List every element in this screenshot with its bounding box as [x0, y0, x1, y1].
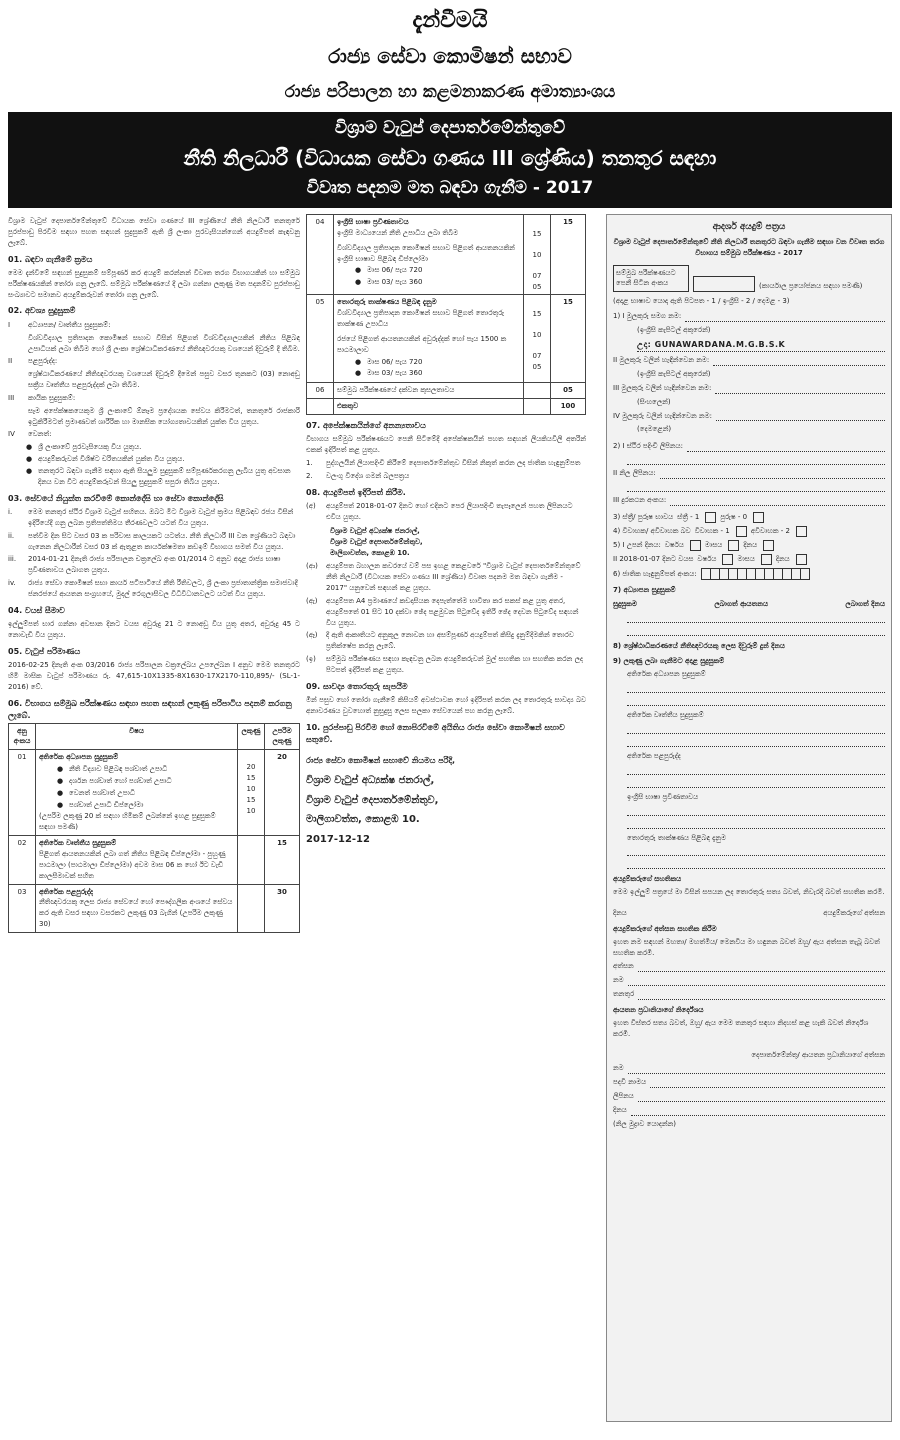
application-form	[606, 214, 892, 1422]
section-09-heading: 09. සාවද්‍ය තොරතුරු සැපයීම	[306, 681, 408, 691]
add-exp-label: අතිරේක පළපුරුද්ද	[627, 751, 681, 760]
table-note: (උපරිම ලකුණු 20 ක් සඳහා හිමිකම් ලබන්නේ ඉහළ සුදුසුකම් සඳහා පමණි)	[39, 812, 216, 832]
qual-line[interactable]	[627, 807, 885, 816]
name-iii-field[interactable]	[715, 385, 885, 394]
name-iv-field[interactable]	[716, 412, 885, 421]
qualification-iii: III කායික සුදුසුකම්:	[8, 393, 76, 402]
condition-ii: ii. පත්වීම දින සිට වසර 03 ක පරිවාස කාලයකට යටත්ය. නීති නිලධාරී III වන ශ්‍රේණියට බඳවා ගැනෙන නිලධාරීන් වසර 03 ක් ඇතුළත කාර්යක්ෂමතා කඩඉම් විභාගය සමත් විය යුතුය.	[8, 531, 296, 551]
caps-note-2: (ඉංග්‍රීසි කැපිටල් අකුරෙන්)	[637, 370, 711, 379]
list-item: ● මාස 06/ පැය 720	[337, 357, 520, 368]
cert-designation-field[interactable]	[638, 991, 885, 1000]
table-row: 04 ඉංග්‍රීසි භාෂා ප්‍රවීණතාවය ඉංග්‍රීසි මාධ්‍යයෙන් නීති උපාධිය ලබා තිබීම විශ්වවිද්‍යාල ප්‍රතිපාදන කොමිෂන් සභාව පිළිගත් ආයතනයකින් ඉංග්‍රීසි භාෂාව පිළිබඳ ඩිප්ලෝමා ● මාස 06/ පැය 720 ● මාස 03/ පැය 360 15 10 07 05 15	[307, 215, 586, 295]
married-checkbox[interactable]	[736, 526, 747, 537]
admission-date-heading: 8) ශ්‍රේෂ්ඨාධිකරණයේ නීතිඥවරයකු ලෙස දිවුරුම් දුන් දිනය	[613, 641, 785, 650]
sinhala-note: (සිංහලෙන්)	[637, 397, 671, 406]
cert-signature-field[interactable]	[638, 963, 885, 972]
marital-row: 4) විවාහක/ අවිවාහක බව විවාහක - 1 අවිවාහක - 2	[613, 526, 885, 537]
header-commission: රාජ්‍ය සේවා කොමිෂන් සභාව	[328, 44, 572, 68]
example-name-row	[613, 339, 885, 352]
qual-line[interactable]	[627, 820, 885, 829]
section-04-heading: 04. වයස් සීමාව	[8, 605, 65, 615]
section-07-heading: 07. අපේක්ෂකයින්ගේ අනන්‍යතාවය	[306, 420, 426, 430]
head-address-row: ලිපිනය	[613, 1091, 885, 1102]
banner-recruitment: විවෘත පදනම මත බඳවා ගැනීම - 2017	[306, 178, 594, 198]
address-row: 2) I ස්ථිර පදිංචි ලිපිනය:	[613, 441, 885, 452]
qualification-i-text: විශ්වවිද්‍යාල ප්‍රතිපාදන කොමිෂන් සභාව විසින් පිළිගත් විශ්වවිද්‍යාලයකින් නීතිය පිළිබඳ උපාධියක් ලබා තිබීම හෝ ශ්‍රී ලංකා ශ්‍රේෂ්ඨාධිකරණයේ නීතිඥවරයකු වශයෙන් දිවුරුම් දී තිබීම.	[28, 333, 300, 353]
gender-row: 3) ස්ත්‍රී/ පුරුෂ භාවය ස්ත්‍රී - 1 පුරුෂ - 0	[613, 512, 885, 523]
table-row: 01 අතිරේක අධ්‍යාපන සුදුසුකම් ● නීති විද්‍යාව පිළිබඳ පශ්චාත් උපාධි ● දර්ශන පශ්චාත් හෝ පශ්චාත් උපාධි ● වෙනත් පශ්චාත් උපාධි ● පශ්චාත් උපාධි ඩිප්ලෝමා (උපරිම ලකුණු 20 ක් සඳහා හිමිකම් ලබන්නේ ඉහළ සුදුසුකම් සඳහා පමණි) 20 15 10 15 10 20	[9, 750, 300, 836]
female-checkbox[interactable]	[705, 512, 716, 523]
education-line[interactable]	[627, 614, 885, 623]
dob-row: 5) I උපන් දිනය: වර්ෂය මාසය දිනය	[613, 540, 885, 551]
seal-note: (නිල මුද්‍රාව යොදන්න)	[613, 1119, 676, 1128]
male-checkbox[interactable]	[753, 512, 764, 523]
header-notice: දැන්වීමයි	[412, 8, 488, 33]
section-01-text: මෙම දැන්වීමේ සඳහන් සුදුසුකම් සම්පූර්ණ කර අයදුම් කරන්නන් විවෘත තරග විභාගයකින් හා සම්මුඛ පරීක්ෂණයකින් තෝරා ගනු ලැබේ. සම්මුඛ පරීක්ෂණයේ දී ලබා ගන්නා ලකුණු මත පදනම්ව පුරප්පාඩු සංඛ්‍යාවට සමානව අයදුම්කරුවන් තෝරා ගනු ලැබේ.	[8, 268, 300, 299]
add-prof-label: අතිරේක වෘත්තීය සුදුසුකම්	[627, 711, 704, 720]
nic-number-box[interactable]	[701, 568, 810, 580]
notice-date: 2017-12-12	[306, 833, 370, 845]
add-edu-label: අතිරේක අධ්‍යාපන සුදුසුකම්	[627, 670, 706, 679]
table-total-row: එකතුව 100	[307, 399, 586, 415]
language-note: (අදාළ භාෂාව යොදා ඇති පිටපත - 1 / ඉංග්‍රීසි - 2 / දෙමළ - 3)	[613, 297, 790, 306]
cert-name-field[interactable]	[628, 977, 885, 986]
head-signature-label: දෙපාර්තමේන්තු/ ආයතන ප්‍රධානියාගේ අත්සන	[751, 1050, 885, 1059]
official-address-field[interactable]	[660, 470, 885, 479]
list-item: ● මාස 03/ පැය 360	[337, 368, 520, 379]
signatory-department: විශ්‍රාම වැටුප් දෙපාර්තමේන්තුව,	[306, 794, 439, 806]
age-row: II 2018-01-07 දිනට වයස වර්ෂය මාසය දිනය	[613, 554, 885, 565]
office-box-row	[613, 265, 885, 293]
phone-field[interactable]	[670, 497, 885, 506]
name-ii-row: II මුලකුරු වලින් හැඳින්වෙන නම:	[613, 355, 885, 366]
list-item: ● වෙනත් පශ්චාත් උපාධි	[39, 788, 234, 799]
condition-iv: iv. රාජ්‍ය සේවා කොමිෂන් සභා කාර්ය පටිපාටියේ නීති රීතිවලට, ශ්‍රී ලංකා ප්‍රජාතාන්ත්‍රික සමාජවාදී ජනරජයේ ආයතන සංග්‍රහයේ, මුදල් රෙගුලාසිවල විධිවිධානවලට යටත් විය යුතුය.	[8, 579, 298, 598]
qual-line[interactable]	[627, 738, 885, 747]
head-name-field[interactable]	[628, 1065, 885, 1074]
submission-a: (අ) අයදුම්පත් 2018-01-07 දිනට හෝ එදිනට පෙර ලියාපදිංචි තැපෑලෙන් පහත ලිපිනයට එවිය යුතුය.	[306, 502, 573, 521]
month-box[interactable]	[728, 540, 739, 551]
office-use-note: (කාර්යාල ප්‍රයෝජනය සඳහා පමණි)	[759, 282, 863, 291]
table-row: 03 අතිරේක පළපුරුද්ද නීතිඥවරයකු ලෙස රාජ්‍ය සේවයේ හෝ පෞද්ගලික අංශයේ සේවය කර ඇති වසර සඳහා වසරකට ලකුණු 03 බැගින් (උපරිම ලකුණු 30) 30	[9, 884, 300, 932]
declaration-signature-row: දිනය අයදුම්කරුගේ අත්සන	[613, 909, 885, 918]
section-01-heading: 01. බඳවා ගැනීමේ ක්‍රමය	[8, 254, 93, 264]
name-field[interactable]	[685, 313, 885, 322]
name-ii-field[interactable]	[713, 357, 885, 366]
banner-department: විශ්‍රාම වැටුප් දෙපාර්තමේන්තුවේ	[334, 118, 566, 138]
education-heading: 7) අධ්‍යාපන සුදුසුකම්	[613, 585, 676, 594]
list-item: ● මාස 03/ පැය 360	[337, 277, 520, 288]
cert-designation-row: තනතුර	[613, 989, 885, 1000]
address-line[interactable]	[627, 456, 885, 465]
name-iv-row: IV මුලකුරු වලින් හැඳින්වෙන නම:	[613, 411, 885, 422]
table-row: 06 සම්මුඛ පරීක්ෂණයේ දක්වන කුසලතාවය 05	[307, 383, 586, 399]
intro-paragraph: විශ්‍රාම වැටුප් දෙපාර්තමේන්තුවේ විධායක සේවා ගණයේ III ශ්‍රේණියේ නීති නිලධාරී තනතුරේ පුරප්පාඩු පිරවීම සඳහා පහත සඳහන් සුදුසුකම් ඇති ශ්‍රී ලංකා පුරවැසියන්ගෙන් අයදුම්පත් කැඳවනු ලැබේ.	[8, 217, 300, 247]
list-item: ● පශ්චාත් උපාධි ඩිප්ලෝමා	[39, 800, 234, 811]
head-recommendation-heading: ආයතන ප්‍රධානියාගේ නිර්දේශය	[613, 1006, 704, 1015]
name-iii-row: III මුලකුරු වලින් හැඳින්වෙන නම:	[613, 383, 885, 394]
nic-row: 6) ජාතික හැඳුනුම්පත් අංකය:	[613, 568, 885, 580]
list-item: ● මාස 06/ පැය 720	[337, 265, 520, 276]
qualification-i: I අධ්‍යාපන/ වෘත්තීය සුදුසුකම්:	[8, 320, 111, 329]
list-item: ● තනතුරට බඳවා ගැනීම සඳහා ඇති සියලුම සුදුසුකම් සම්පූර්ණකරගනු ලැබිය යුතු අවසාන දිනය වන විට අයදුම්කරුවන් සියලු සුදුසුකම් සපුරා තිබිය යුතුය.	[8, 466, 300, 488]
qualification-iv: IV වෙනත්:	[8, 430, 52, 439]
index-number-box[interactable]	[693, 276, 755, 292]
list-item: ● අයදුම්කරුවන් විශිෂ්ට චරිතයකින් යුක්ත විය යුතුය.	[8, 454, 300, 465]
official-address-row: II නිල ලිපිනය:	[613, 468, 885, 479]
age-day-box[interactable]	[796, 554, 807, 565]
col-header-marks: ලකුණු	[238, 723, 265, 750]
col-header-subject: විෂය	[36, 723, 238, 750]
list-item: ● නීති විද්‍යාව පිළිබඳ පශ්චාත් උපාධි	[39, 764, 234, 775]
address-line[interactable]	[627, 483, 885, 492]
condition-iii: iii. 2014-01-21 දිනැති රාජ්‍ය පරිපාලන චක්‍රලේඛ අංක 01/2014 ට අනුව අදාළ රාජ්‍ය භාෂා ප්‍රවීණතාවය ලබාගත යුතුය.	[8, 555, 281, 575]
section-07-text: විභාගය සම්මුඛ පරීක්ෂණයට පෙනී සිටීමේදී අපේක්ෂකයින් පහත සඳහන් ලියකියවිලි අතරින් එකක් ඉදිරිපත් කළ යුතුය.	[306, 435, 586, 455]
section-06-heading: 06. විභාගය සම්මුඛ පරීක්ෂණය සඳහා පහත සඳහන් ලකුණු පරිපාටිය පදනම් කරගනු ලැබේ.	[8, 698, 292, 721]
col-header-max: උපරිම ලකුණු	[265, 723, 300, 750]
submission-b: (ආ) අයදුම්පත බහාලන කවරයේ වම් පස ඉහළ කෙළවරේ "විශ්‍රාම වැටුප් දෙපාර්තමේන්තුවේ නීති නිලධාරී (විධායක සේවා ගණය III ශ්‍රේණිය) විවෘත පදනම මත බඳවා ගැනීම - 2017" යනුවෙන් සඳහන් කළ යුතුය.	[306, 562, 581, 593]
phone-row: III දුරකථන අංකය:	[613, 495, 885, 506]
signatory-title: විශ්‍රාම වැටුප් අධ්‍යක්ෂ ජනරාල්,	[306, 775, 435, 787]
section-08-heading: 08. අයදුම්පත් ඉදිරිපත් කිරීම.	[306, 487, 406, 497]
caps-note: (ඉංග්‍රීසි කැපිටල් අකුරෙන්)	[637, 326, 711, 334]
head-address-field[interactable]	[638, 1093, 885, 1102]
marks-quals-heading: 9) ලකුණු ලබා ගැනීමට අදාළ සුදුසුකම්	[613, 657, 725, 666]
example-name: උදා: GUNAWARDANA.M.G.B.S.K	[637, 339, 885, 352]
qual-line[interactable]	[627, 725, 885, 734]
table-row: 02 අතිරේක වෘත්තීය සුදුසුකම් පිළිගත් ආයතනයකින් ලබා ගත් නීතිය පිළිබඳ ඩිප්ලෝමා - පුහුණු පාඨමාලා (පාඨමාලා ඩිප්ලෝමා) අවම මාස 06 ක හෝ ඊට වැඩි කාලසීමාවක් සහිත 15	[9, 836, 300, 884]
unmarried-checkbox[interactable]	[796, 526, 807, 537]
submission-e: (ඉ) සම්මුඛ පරීක්ෂණය සඳහා කැඳවනු ලබන අයදුම්කරුවන් මුල් සහතික හා සහතික කරන ලද පිටපත් ඉදිරිපත් කළ යුතුය.	[306, 655, 584, 674]
head-date-row: දිනය	[613, 1105, 885, 1116]
order-line: රාජ්‍ය සේවා කොමිෂන් සභාවේ නියමය පරිදි,	[306, 755, 456, 765]
tamil-note: (දෙමළෙන්)	[637, 425, 672, 434]
year-box[interactable]	[690, 540, 701, 551]
head-recommendation-text: ඉහත විස්තර සත්‍ය බවත්, ඔහු/ ඇය මෙම තනතුර සඳහා නිදහස් කළ හැකි බවත් නිර්දේශ කරමි.	[613, 1018, 869, 1038]
title-banner	[8, 112, 892, 208]
age-year-box[interactable]	[722, 554, 733, 565]
form-title: ආදර්ශ අයදුම් පත්‍රය	[712, 222, 786, 232]
qual-line[interactable]	[627, 847, 885, 856]
education-line[interactable]	[627, 627, 885, 636]
submission-c: (ඇ) අයදුම්පත A4 ප්‍රමාණයේ කඩදාසියක දෙපැත්තේම භාවිතා කර සකස් කළ යුතු අතර, අයදුම්පතේ 01 සිට 10 දක්වා ඡේද පළමුවන පිටුවේද ඉතිරි ඡේද දෙවන පිටුවේද සඳහන් විය යුතුය.	[306, 596, 579, 627]
id-document-1: 1. පුද්ගලයින් ලියාපදිංචි කිරීමේ දෙපාර්තමේන්තුව විසින් නිකුත් කරන ලද ජාතික හැඳුනුම්පත	[306, 459, 581, 468]
column-2	[306, 214, 586, 1422]
education-columns: සුදුසුකම ලබාගත් ආයතනය ලබාගත් දිනය	[613, 599, 885, 608]
permanent-address-field[interactable]	[687, 443, 885, 452]
cert-sig-row: අත්සන	[613, 961, 885, 972]
qualification-ii-text: ශ්‍රේෂ්ඨාධිකරණයේ නීතිඥවරයකු වශයෙන් දිවුරුම් දීමෙන් පසුව වසර තුනකට (03) නොඅඩු සක්‍රීය වෘත්තීය පළපුරුද්දක් ලබා තිබීම.	[28, 370, 300, 390]
qual-line[interactable]	[627, 766, 885, 775]
section-04-text: ඉල්ලුම්පත් භාර ගන්නා අවසාන දිනට වයස අවුරුදු 21 ට නොඅඩු විය යුතු අතර, අවුරුදු 45 ට නොවැඩි විය යුතුය.	[8, 620, 300, 640]
list-item: ● දර්ශන පශ්චාත් හෝ පශ්චාත් උපාධි	[39, 776, 234, 787]
qual-line[interactable]	[627, 697, 885, 706]
qual-line[interactable]	[627, 860, 885, 869]
head-name-row: නම	[613, 1063, 885, 1074]
cert-name-row: නම	[613, 975, 885, 986]
marks-table	[8, 723, 300, 933]
declaration-text: මෙම ඉල්ලුම් පත්‍රයේ මා විසින් සපයන ලද තොරතුරු සත්‍ය බවත්, නිවැරදි බවත් සහතික කරමි.	[613, 888, 885, 897]
banner-post: නීති නිලධාරී (විධායක සේවා ගණය III ශ්‍රේණිය) තනතුර සඳහා	[183, 146, 717, 170]
section-05-heading: 05. වැටුප් පරිමාණය	[8, 646, 81, 656]
list-item: ● ශ්‍රී ලංකාවේ පුරවැසියෙකු විය යුතුය.	[8, 442, 300, 453]
it-label: තොරතුරු තාක්ෂණය පිළිබඳ දැනුම	[627, 833, 726, 842]
marks-table-continued	[306, 214, 586, 415]
form-subtitle: විශ්‍රාම වැටුප් දෙපාර්තමේන්තුවේ නීති නිලධාරී තනතුරට බඳවා ගැනීම සඳහා වන විවෘත තරග විභාගය සම්මුඛ පරීක්ෂණය - 2017	[613, 237, 885, 257]
certification-text: ඉහත නම සඳහන් මහතා/ මහත්මිය/ මෙනවිය මා හඳුනන බවත් ඔහු/ ඇය අත්සන තැබූ බවත් සහතික කරමි.	[613, 937, 880, 957]
section-05-text: 2016-02-25 දිනැති අංක 03/2016 රාජ්‍ය පරිපාලන චක්‍රලේඛය උපලේඛන I අනුව මෙම තනතුරට හිමි මාසික වැටුප් පරිමාණය රු. 47,615-10X1335-8X1630-17X2170-110,895/- (SL-1-2016) වේ.	[8, 661, 300, 691]
section-09-text: මින් පසුව හෝ තෝරා ගැනීමේ කිසියම් අවස්ථාවක හෝ ඉදිරිපත් කරන ලද තොරතුරු සාවද්‍ය බව අනාවරණය වුවහොත් නුසුදුසු ලෙස සලකා සේවයෙන් පහ කරනු ලැබේ.	[306, 696, 586, 716]
age-month-box[interactable]	[761, 554, 772, 565]
signatory-address: මාලිගාවත්ත, කොළඹ 10.	[306, 814, 420, 826]
column-1	[8, 214, 300, 1422]
index-box-label: සම්මුඛ පරීක්ෂණයට පෙනී සිටින අංකය	[613, 265, 689, 293]
english-label: ඉංග්‍රීසි භාෂා ප්‍රවීණතාවය	[627, 792, 699, 801]
head-date-field[interactable]	[631, 1107, 885, 1116]
col-header-no: අනු අංකය	[9, 723, 36, 750]
section-03-heading: 03. සේවයේ නියුක්ත කරවීමේ කොන්දේසි හා සේවා කොන්දේසි	[8, 493, 224, 503]
section-10-heading: 10. පුරප්පාඩු පිරවීම හෝ නොපිරවීමේ අයිතිය රාජ්‍ය සේවා කොමිෂන් සභාව සතුවේ.	[306, 722, 565, 745]
head-post-row: පදවි නාමය	[613, 1077, 885, 1088]
certification-heading: අයදුම්කරුගේ අත්සන සහතික කිරීම	[613, 924, 717, 933]
submission-address: විශ්‍රාම වැටුප් අධ්‍යක්ෂ ජනරාල්, විශ්‍රාම වැටුප් දෙපාර්තමේන්තුව, මාලිගාවත්ත, කොළඹ 10.	[330, 526, 423, 557]
head-post-field[interactable]	[650, 1079, 885, 1088]
day-box[interactable]	[763, 540, 774, 551]
qual-line[interactable]	[627, 684, 885, 693]
qual-line[interactable]	[627, 779, 885, 788]
section-02-heading: 02. අවශ්‍ය සුදුසුකම්	[8, 306, 76, 316]
header-ministry: රාජ්‍ය පරිපාලන හා කළමනාකරණ අමාත්‍යාංශය	[284, 82, 616, 102]
name-row: 1) I මුලකුරු සමග නම:	[613, 311, 885, 322]
qualification-ii: II පළපුරුද්ද:	[8, 357, 58, 366]
declaration-heading: අයදුම්කරුගේ සහතිකය	[613, 875, 682, 884]
qualification-iii-text: සෑම අපේක්ෂකයෙකුම ශ්‍රී ලංකාවේ ඕනෑම ප්‍රදේශයක සේවය කිරීමටත්, තනතුරේ රාජකාරි ඉටුකිරීමටත් ප්‍රමාණවත් ශාරීරික හා මානසික යෝග්‍යතාවයකින් යුක්ත විය යුතුය.	[28, 406, 300, 426]
condition-i: i. මෙම තනතුර ස්ථිර විශ්‍රාම වැටුප් සහිතය. ඔබට මීට විශ්‍රාම වැටුප් ක්‍රමය පිළිබඳව රජය විසින් ඉදිරියේදී ගනු ලබන ප්‍රතිපත්තිමය තීරණවලට යටත් විය යුතුය.	[8, 508, 294, 527]
submission-d: (ඈ) දී ඇති ආකෘතියට අනුකූල නොවන හා අසම්පූර්ණ අයදුම්පත් කිසිදු දැනුම්දීමකින් තොරව ප්‍රතික්ෂේප කරනු ලැබේ.	[306, 631, 574, 651]
table-row: 05 තොරතුරු තාක්ෂණය පිළිබඳ දැනුම විශ්වවිද්‍යාල ප්‍රතිපාදන කොමිෂන් සභාව පිළිගත් තොරතුරු තාක්ෂණ උපාධිය රජයේ පිළිගත් ආයතනයකින් අවුරුද්දක් හෝ පැය 1500 ක පාඨමාලාව ● මාස 06/ පැය 720 ● මාස 03/ පැය 360 15 10 07 05 15	[307, 295, 586, 383]
id-document-2: 2. වලංගු විදේශ ගමන් බලපත්‍රය	[306, 471, 410, 480]
